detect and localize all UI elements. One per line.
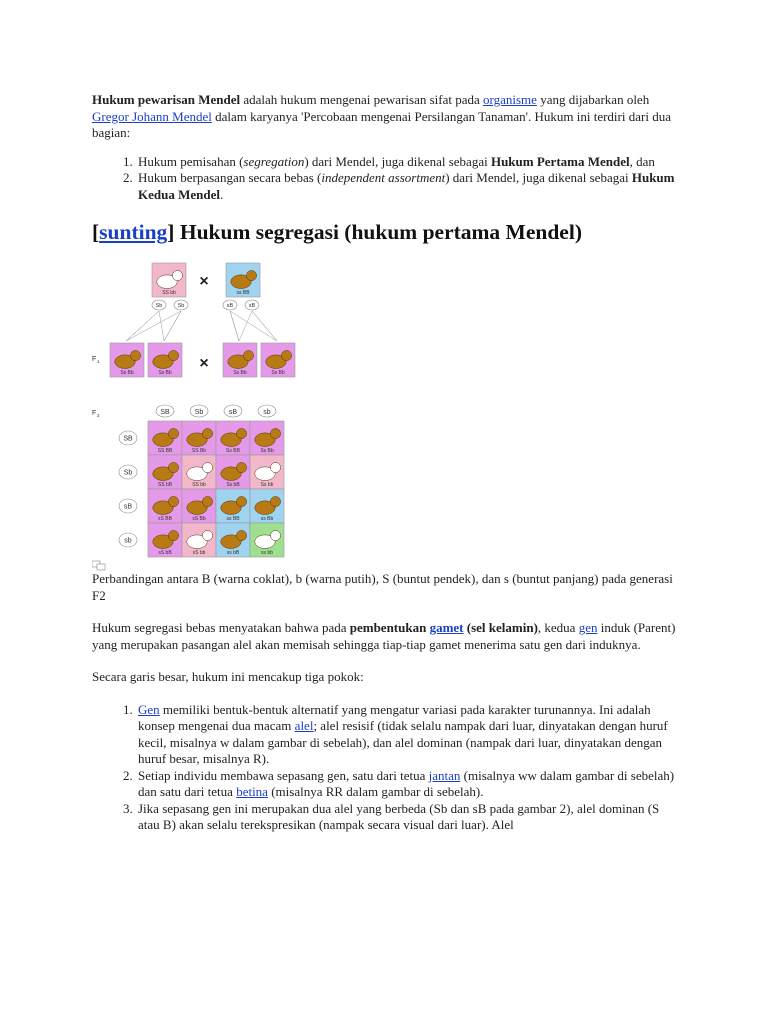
para-bold-text: pembentukan xyxy=(349,620,430,635)
list-italic: independent assortment xyxy=(321,170,446,185)
cat-head xyxy=(130,350,140,360)
genotype-label: Ss Bb xyxy=(158,370,172,376)
gamete-label: Sb xyxy=(177,303,185,309)
link-gamet[interactable]: gamet xyxy=(429,620,464,635)
link-organisme[interactable]: organisme xyxy=(483,92,537,107)
list-item xyxy=(136,702,677,768)
genotype-label: Ss bb xyxy=(260,482,274,488)
list-text: (misalnya RR dalam gambar di sebelah). xyxy=(267,784,484,799)
genotype-label: sS Bb xyxy=(192,516,206,522)
cat-head xyxy=(168,462,178,472)
genotype-label: Ss Bb xyxy=(233,370,247,376)
cat-head xyxy=(202,496,212,506)
gamete-label: sB xyxy=(123,503,133,511)
cat-head xyxy=(243,350,253,360)
cat-head xyxy=(236,496,246,506)
gamete-label: sb xyxy=(124,537,132,545)
cat-head xyxy=(270,428,280,438)
cat-head xyxy=(168,496,178,506)
gamete-label: Sb xyxy=(155,303,163,309)
genotype-label: SS Bb xyxy=(191,448,207,454)
list-text: Hukum berpasangan secara bebas ( xyxy=(138,170,322,185)
link-betina[interactable]: betina xyxy=(236,784,268,799)
cat-head xyxy=(202,428,212,438)
genotype-label: sS bB xyxy=(158,550,172,556)
genotype-label: ss BB xyxy=(226,516,240,522)
f1-label: F xyxy=(92,356,97,363)
para-text: Hukum segregasi bebas menyatakan bahwa pada xyxy=(92,620,350,635)
section-heading xyxy=(92,219,677,245)
list-text: Jika sepasang gen ini merupakan dua alel yang berbeda (Sb dan sB pada gambar 2), alel dominan (S atau B) akan selalu terekspresikan (nampak secara visual dari luar). Alel xyxy=(138,800,660,832)
list-item xyxy=(136,170,677,203)
link-alel[interactable]: alel xyxy=(294,718,314,733)
genotype-label: ss bB xyxy=(226,550,240,556)
genotype-label: SS BB xyxy=(157,448,173,454)
gamete-label: Sb xyxy=(123,469,133,477)
cat-head xyxy=(246,270,256,280)
intro-text: yang dijabarkan oleh xyxy=(536,92,650,107)
list-item xyxy=(136,154,677,171)
summary-paragraph: Secara garis besar, hukum ini mencakup tiga pokok: xyxy=(92,669,364,684)
intro-bold-lead: Hukum pewarisan Mendel xyxy=(92,92,241,107)
genotype-label: SS bb xyxy=(192,482,206,488)
intro-text: adalah hukum mengenai pewarisan sifat pada xyxy=(240,92,484,107)
f2-subscript: 2 xyxy=(97,413,100,418)
genotype-label: Ss Bb xyxy=(260,448,274,454)
intro-paragraph xyxy=(92,92,677,142)
genotype-label: ss BB xyxy=(236,290,250,296)
genotype-label: SS bb xyxy=(162,290,176,296)
genotype-label: Ss BB xyxy=(226,448,240,454)
punnett-figure xyxy=(92,261,322,571)
genotype-label: ss Bb xyxy=(260,516,274,522)
cat-head xyxy=(168,350,178,360)
para-bold-text: (sel kelamin) xyxy=(463,620,538,635)
cat-head xyxy=(281,350,291,360)
gamete-label: Sb xyxy=(194,409,204,416)
law-list xyxy=(92,154,677,204)
bracket: [ xyxy=(92,220,100,244)
cross-line xyxy=(230,311,277,341)
cat-head xyxy=(270,496,280,506)
genotype-label: ss bb xyxy=(261,550,273,556)
cat-head xyxy=(236,462,246,472)
genotype-label: Ss bB xyxy=(226,482,240,488)
article-body xyxy=(92,92,677,834)
cross-line xyxy=(159,311,164,341)
list-text: ; alel resisif (tidak selalu nampak dari luar, dinyatakan dengan huruf kecil, misalnya w dalam gambar di sebelah), dan alel dominan (nampak dari luar, dinyatakan dengan huruf besar, misalnya R). xyxy=(138,718,668,766)
cross-symbol: × xyxy=(199,355,209,372)
cat-head xyxy=(270,462,280,472)
link-gen-item[interactable]: Gen xyxy=(138,701,160,717)
list-text: (misalnya ww dalam gambar di sebelah) dan satu dari tetua xyxy=(138,767,675,799)
segregation-paragraph xyxy=(92,620,677,653)
genotype-label: Ss Bb xyxy=(120,370,134,376)
cat-head xyxy=(168,428,178,438)
gamete-label: SB xyxy=(123,435,133,443)
figure-caption: Perbandingan antara B (warna coklat), b (warna putih), S (buntut pendek), dan s (buntut panjang) pada generasi F2 xyxy=(92,571,673,603)
list-text: , dan xyxy=(629,153,655,169)
list-text: memiliki bentuk-bentuk alternatif yang mengatur variasi pada karakter turunannya. Ini adalah konsep mengenai dua macam xyxy=(138,701,651,733)
enlarge-icon xyxy=(97,564,105,570)
cross-line xyxy=(126,311,159,341)
list-text: ) dari Mendel, juga dikenal sebagai xyxy=(304,153,491,169)
f1-subscript: 1 xyxy=(97,359,100,364)
heading-title: Hukum segregasi (hukum pertama Mendel) xyxy=(174,220,582,244)
points-list xyxy=(92,702,677,834)
list-item xyxy=(136,768,677,801)
cat-head xyxy=(236,428,246,438)
cat-head xyxy=(172,270,182,280)
cat-head xyxy=(202,530,212,540)
link-jantan[interactable]: jantan xyxy=(428,767,461,783)
punnett-diagram xyxy=(92,261,322,571)
gamete-label: sb xyxy=(263,409,271,416)
link-gregor-mendel[interactable]: Gregor Johann Mendel xyxy=(92,108,212,124)
list-bold: Hukum Pertama Mendel xyxy=(490,153,630,169)
list-text: Setiap individu membawa sepasang gen, satu dari tetua xyxy=(138,767,429,783)
list-item xyxy=(136,801,677,834)
cat-head xyxy=(168,530,178,540)
list-italic: segregation xyxy=(243,153,305,169)
list-text: ) dari Mendel, juga dikenal sebagai xyxy=(445,170,632,185)
cross-line xyxy=(252,311,277,341)
para-bold xyxy=(350,620,538,635)
genotype-label: sS bb xyxy=(192,550,206,556)
cat-head xyxy=(270,530,280,540)
bracket: ] xyxy=(167,220,175,244)
genotype-label: Ss Bb xyxy=(271,370,285,376)
list-bold: Hukum Kedua Mendel xyxy=(138,170,675,202)
gamete-label: sB xyxy=(248,303,256,309)
gamete-label: SB xyxy=(160,409,170,416)
para-text: induk (Parent) yang merupakan pasangan alel akan memisah sehingga tiap-tiap gamet menerima satu gen dari induknya. xyxy=(92,620,676,652)
list-text: . xyxy=(219,186,224,202)
gamete-label: sB xyxy=(228,409,238,416)
cat-head xyxy=(236,530,246,540)
link-gen[interactable]: gen xyxy=(578,620,598,635)
f2-label: F xyxy=(92,410,97,417)
para-text: , kedua xyxy=(537,620,579,635)
edit-link[interactable]: sunting xyxy=(99,220,168,244)
list-text: Hukum pemisahan ( xyxy=(138,153,244,169)
cross-symbol: × xyxy=(199,273,209,290)
cross-line xyxy=(239,311,252,341)
genotype-label: sS BB xyxy=(158,516,172,522)
gamete-label: sB xyxy=(226,303,234,309)
cat-head xyxy=(202,462,212,472)
cross-line xyxy=(230,311,239,341)
genotype-label: SS bB xyxy=(157,482,173,488)
intro-text: dalam karyanya 'Percobaan mengenai Persilangan Tanaman'. Hukum ini terdiri dari dua bagian: xyxy=(92,108,671,140)
